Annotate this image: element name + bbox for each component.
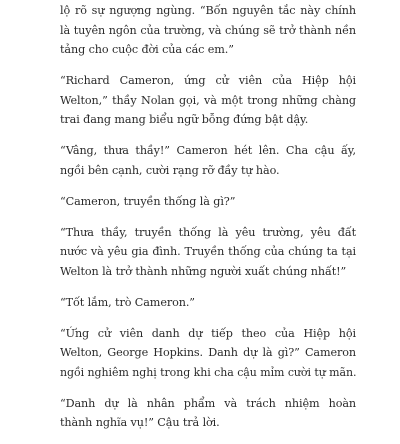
text-line: là tuyên ngôn của trường, và chúng sẽ trở thành nền [60,23,356,37]
text-line: “Richard Cameron, ứng cử viên của Hiệp hội [60,74,356,87]
paragraph [60,223,356,282]
text-line: “Danh dự là nhân phẩm và trách nhiệm hoàn [60,396,356,410]
text-line: trai đang mang biểu ngữ bỗng đứng bật dậy. [60,113,309,126]
text-line: Welton,” thầy Nolan gọi, và một trong những chàng [60,93,356,107]
text-line: Welton, George Hopkins. Danh dự là gì?” Cameron [60,346,356,359]
text-line: ngồi nghiêm nghị trong khi cha cậu mỉm cười tự mãn. [60,365,357,379]
paragraph [60,192,356,212]
text-line: “Ứng cử viên danh dự tiếp theo của Hiệp hội [60,326,356,340]
text-line: thành nghĩa vụ!” Cậu trả lời. [60,416,220,429]
paragraph [60,141,356,180]
text-line: “Vâng, thưa thầy!” Cameron hét lên. Cha cậu ấy, [60,144,356,157]
text-line: Welton là trở thành những người xuất chúng nhất!” [60,264,347,278]
paragraph [60,394,356,433]
text-line: lộ rõ sự ngượng ngùng. “Bốn nguyên tắc này chính [60,4,356,17]
text-line: nước và yêu gia đình. Truyền thống của chúng ta tại [60,245,356,258]
paragraph [60,71,356,130]
body-text [60,0,356,444]
text-line: “Tốt lắm, trò Cameron.” [60,295,195,309]
paragraph [60,293,356,313]
paragraph [60,324,356,383]
paragraph [60,1,356,60]
text-line: tảng cho cuộc đời của các em.” [60,43,234,56]
text-line: “Thưa thầy, truyền thống là yêu trường, yêu đất [60,225,356,239]
text-line: ngồi bên cạnh, cười rạng rỡ đầy tự hào. [60,163,280,177]
text-line: “Cameron, truyền thống là gì?” [60,194,236,208]
